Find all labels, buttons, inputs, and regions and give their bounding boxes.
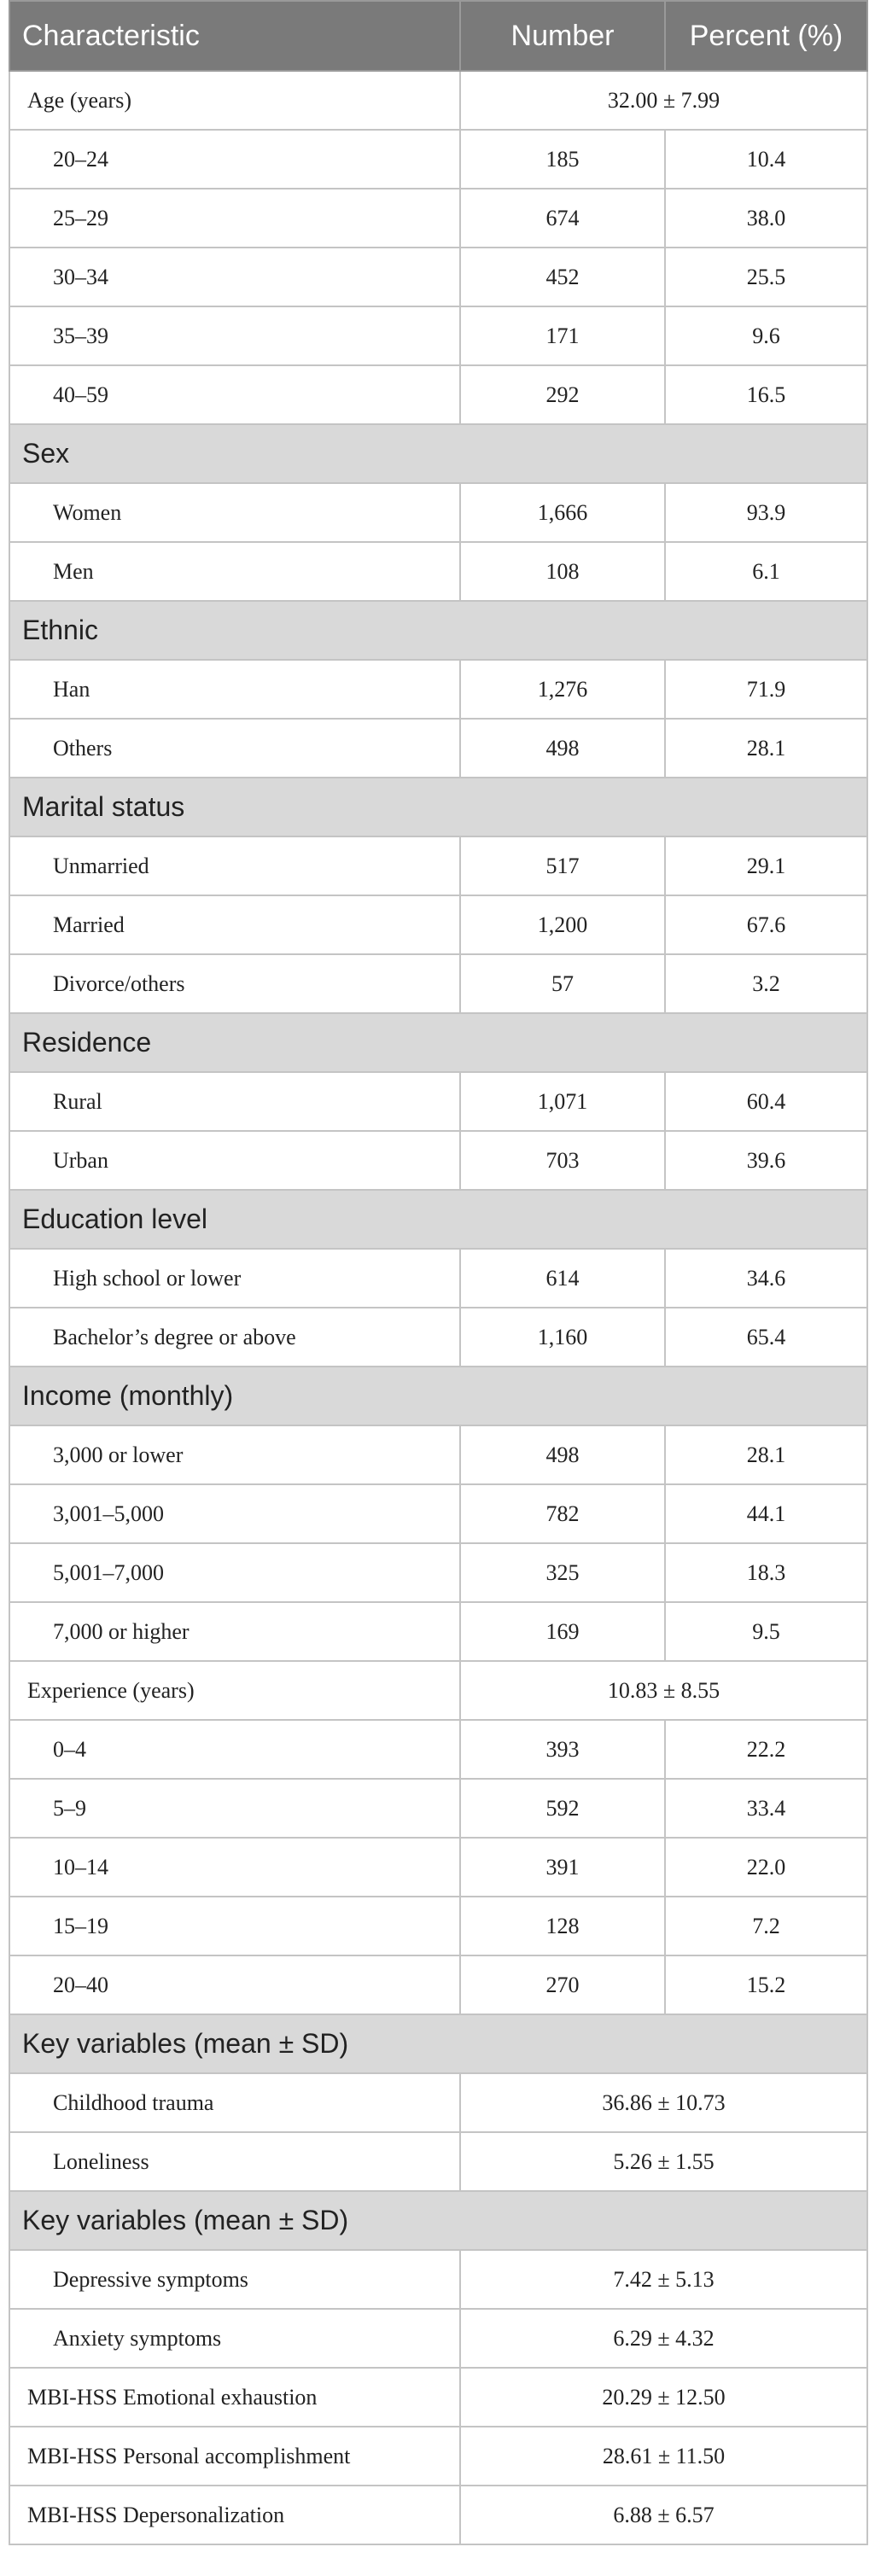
row-number: 452 xyxy=(460,248,665,306)
row-percent: 38.0 xyxy=(665,189,867,248)
row-mean-sd: 6.29 ± 4.32 xyxy=(460,2309,867,2368)
row-percent: 18.3 xyxy=(665,1543,867,1602)
row-label: Depressive symptoms xyxy=(9,2250,460,2309)
row-percent: 28.1 xyxy=(665,719,867,778)
row-label: 10–14 xyxy=(9,1838,460,1897)
row-number: 185 xyxy=(460,130,665,189)
row-number: 1,200 xyxy=(460,895,665,954)
table-row xyxy=(9,130,867,189)
row-number: 1,071 xyxy=(460,1072,665,1131)
header-percent: Percent (%) xyxy=(665,1,867,71)
row-number: 592 xyxy=(460,1779,665,1838)
table-row xyxy=(9,1543,867,1602)
row-label: 35–39 xyxy=(9,306,460,365)
row-number: 108 xyxy=(460,542,665,601)
section-header-row xyxy=(9,778,867,836)
row-label: 0–4 xyxy=(9,1720,460,1779)
row-percent: 65.4 xyxy=(665,1308,867,1367)
row-number: 498 xyxy=(460,719,665,778)
row-percent: 44.1 xyxy=(665,1484,867,1543)
row-number: 703 xyxy=(460,1131,665,1190)
summary-row xyxy=(9,1661,867,1720)
row-percent: 29.1 xyxy=(665,836,867,895)
row-label: Age (years) xyxy=(9,71,460,130)
row-number: 1,276 xyxy=(460,660,665,719)
table-row xyxy=(9,1602,867,1661)
section-title: Education level xyxy=(9,1190,867,1249)
row-percent: 16.5 xyxy=(665,365,867,424)
row-label: 20–40 xyxy=(9,1955,460,2014)
section-header-row xyxy=(9,2191,867,2250)
row-percent: 3.2 xyxy=(665,954,867,1013)
row-label: 3,001–5,000 xyxy=(9,1484,460,1543)
characteristics-table xyxy=(9,0,868,2545)
table-row xyxy=(9,1720,867,1779)
section-title: Income (monthly) xyxy=(9,1367,867,1425)
summary-row xyxy=(9,2250,867,2309)
row-label: Loneliness xyxy=(9,2132,460,2191)
table-row xyxy=(9,660,867,719)
summary-row xyxy=(9,2073,867,2132)
row-number: 270 xyxy=(460,1955,665,2014)
row-label: High school or lower xyxy=(9,1249,460,1308)
section-title: Key variables (mean ± SD) xyxy=(9,2191,867,2250)
table-row xyxy=(9,1897,867,1955)
row-label: Urban xyxy=(9,1131,460,1190)
section-header-row xyxy=(9,2014,867,2073)
row-label: Experience (years) xyxy=(9,1661,460,1720)
table-row xyxy=(9,1838,867,1897)
row-percent: 67.6 xyxy=(665,895,867,954)
section-title: Key variables (mean ± SD) xyxy=(9,2014,867,2073)
row-label: Anxiety symptoms xyxy=(9,2309,460,2368)
row-percent: 34.6 xyxy=(665,1249,867,1308)
table-row xyxy=(9,1955,867,2014)
section-title: Marital status xyxy=(9,778,867,836)
row-label: 5,001–7,000 xyxy=(9,1543,460,1602)
row-number: 614 xyxy=(460,1249,665,1308)
summary-row xyxy=(9,2427,867,2486)
summary-row xyxy=(9,71,867,130)
row-label: Married xyxy=(9,895,460,954)
row-label: 40–59 xyxy=(9,365,460,424)
header-number: Number xyxy=(460,1,665,71)
row-percent: 93.9 xyxy=(665,483,867,542)
summary-row xyxy=(9,2132,867,2191)
row-label: Rural xyxy=(9,1072,460,1131)
row-mean-sd: 20.29 ± 12.50 xyxy=(460,2368,867,2427)
section-title: Sex xyxy=(9,424,867,483)
table-row xyxy=(9,1308,867,1367)
summary-row xyxy=(9,2368,867,2427)
row-percent: 60.4 xyxy=(665,1072,867,1131)
row-percent: 9.6 xyxy=(665,306,867,365)
row-label: Women xyxy=(9,483,460,542)
row-mean-sd: 6.88 ± 6.57 xyxy=(460,2486,867,2544)
table-row xyxy=(9,719,867,778)
row-percent: 7.2 xyxy=(665,1897,867,1955)
section-title: Residence xyxy=(9,1013,867,1072)
row-percent: 28.1 xyxy=(665,1425,867,1484)
table-row xyxy=(9,836,867,895)
row-label: Han xyxy=(9,660,460,719)
table-row xyxy=(9,365,867,424)
row-percent: 22.0 xyxy=(665,1838,867,1897)
row-number: 782 xyxy=(460,1484,665,1543)
section-header-row xyxy=(9,1190,867,1249)
row-number: 325 xyxy=(460,1543,665,1602)
row-number: 517 xyxy=(460,836,665,895)
section-header-row xyxy=(9,424,867,483)
row-number: 674 xyxy=(460,189,665,248)
row-mean-sd: 28.61 ± 11.50 xyxy=(460,2427,867,2486)
row-percent: 15.2 xyxy=(665,1955,867,2014)
table-row xyxy=(9,248,867,306)
table-row xyxy=(9,483,867,542)
row-number: 1,666 xyxy=(460,483,665,542)
row-label: 15–19 xyxy=(9,1897,460,1955)
row-percent: 10.4 xyxy=(665,130,867,189)
row-label: Men xyxy=(9,542,460,601)
table-row xyxy=(9,1779,867,1838)
table-row xyxy=(9,1425,867,1484)
table-row xyxy=(9,306,867,365)
table-row xyxy=(9,542,867,601)
row-mean-sd: 36.86 ± 10.73 xyxy=(460,2073,867,2132)
row-label: 30–34 xyxy=(9,248,460,306)
row-label: Divorce/others xyxy=(9,954,460,1013)
table-header xyxy=(9,1,867,71)
table-row xyxy=(9,1249,867,1308)
row-label: MBI-HSS Emotional exhaustion xyxy=(9,2368,460,2427)
row-number: 57 xyxy=(460,954,665,1013)
row-percent: 39.6 xyxy=(665,1131,867,1190)
table-row xyxy=(9,1484,867,1543)
row-label: 7,000 or higher xyxy=(9,1602,460,1661)
row-mean-sd: 7.42 ± 5.13 xyxy=(460,2250,867,2309)
row-percent: 71.9 xyxy=(665,660,867,719)
section-title: Ethnic xyxy=(9,601,867,660)
table-row xyxy=(9,954,867,1013)
header-row xyxy=(9,1,867,71)
section-header-row xyxy=(9,601,867,660)
table-body xyxy=(9,71,867,2544)
row-number: 171 xyxy=(460,306,665,365)
row-percent: 25.5 xyxy=(665,248,867,306)
row-label: Unmarried xyxy=(9,836,460,895)
section-header-row xyxy=(9,1013,867,1072)
row-mean-sd: 10.83 ± 8.55 xyxy=(460,1661,867,1720)
row-label: 25–29 xyxy=(9,189,460,248)
table-row xyxy=(9,895,867,954)
header-characteristic: Characteristic xyxy=(9,1,460,71)
row-label: 20–24 xyxy=(9,130,460,189)
table-row xyxy=(9,1072,867,1131)
row-mean-sd: 32.00 ± 7.99 xyxy=(460,71,867,130)
row-percent: 22.2 xyxy=(665,1720,867,1779)
row-mean-sd: 5.26 ± 1.55 xyxy=(460,2132,867,2191)
row-percent: 9.5 xyxy=(665,1602,867,1661)
row-label: MBI-HSS Personal accomplishment xyxy=(9,2427,460,2486)
row-number: 393 xyxy=(460,1720,665,1779)
row-label: 5–9 xyxy=(9,1779,460,1838)
summary-row xyxy=(9,2486,867,2544)
row-number: 1,160 xyxy=(460,1308,665,1367)
summary-row xyxy=(9,2309,867,2368)
row-label: Bachelor’s degree or above xyxy=(9,1308,460,1367)
row-label: Childhood trauma xyxy=(9,2073,460,2132)
row-label: Others xyxy=(9,719,460,778)
row-percent: 33.4 xyxy=(665,1779,867,1838)
row-label: MBI-HSS Depersonalization xyxy=(9,2486,460,2544)
row-number: 128 xyxy=(460,1897,665,1955)
row-number: 292 xyxy=(460,365,665,424)
row-number: 169 xyxy=(460,1602,665,1661)
row-percent: 6.1 xyxy=(665,542,867,601)
row-label: 3,000 or lower xyxy=(9,1425,460,1484)
row-number: 391 xyxy=(460,1838,665,1897)
table-row xyxy=(9,189,867,248)
table-row xyxy=(9,1131,867,1190)
section-header-row xyxy=(9,1367,867,1425)
row-number: 498 xyxy=(460,1425,665,1484)
